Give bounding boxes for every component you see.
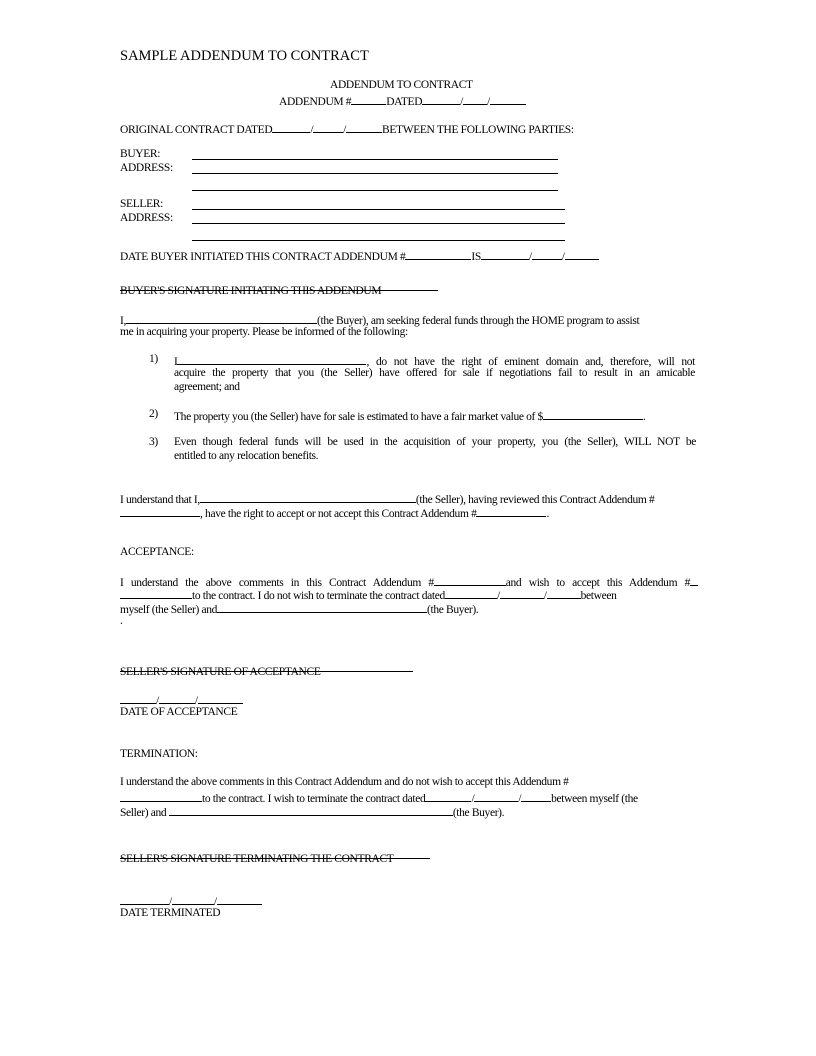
dated-label: DATED xyxy=(386,96,423,108)
initiation-month-field[interactable] xyxy=(481,248,529,260)
dated-month-field[interactable] xyxy=(422,93,460,105)
acceptance-text-1a: I understand the above comments in this Contract Addendum # xyxy=(120,577,434,589)
acceptance-addendum-field-2[interactable] xyxy=(690,574,698,586)
acceptance-addendum-field-1[interactable] xyxy=(434,574,506,586)
date-slash: / xyxy=(518,793,522,805)
understand-addendum-field-2[interactable] xyxy=(476,505,546,517)
date-slash: / xyxy=(194,695,198,707)
seller-address-label: ADDRESS: xyxy=(120,212,173,224)
seller-label: SELLER: xyxy=(120,198,163,210)
date-slash: / xyxy=(528,251,532,263)
termination-text-2a: to the contract. I wish to terminate the contract dated xyxy=(202,793,426,805)
acceptance-text-2a: to the contract. I do not wish to terminate the contract dated xyxy=(192,590,445,602)
fair-market-value-field[interactable] xyxy=(543,408,643,420)
item-3-number: 3) xyxy=(149,436,158,448)
termination-month-field[interactable] xyxy=(425,790,471,802)
understand-seller-name-field[interactable] xyxy=(200,491,416,503)
initiation-day-field[interactable] xyxy=(532,248,562,260)
accept-month-field[interactable] xyxy=(120,692,156,704)
termination-line-3 xyxy=(120,804,504,820)
termination-buyer-name-field[interactable] xyxy=(169,804,453,816)
termination-year-field[interactable] xyxy=(521,790,551,802)
seller-termination-signature-line[interactable]: SELLER'S SIGNATURE TERMINATING THE CONTRACT xyxy=(120,853,394,865)
acceptance-dot: . xyxy=(120,615,123,627)
intro-buyer-name-field[interactable] xyxy=(126,312,317,324)
date-slash: / xyxy=(343,124,347,136)
intro-text-1: (the Buyer), am seeking federal funds through the HOME program to assist xyxy=(317,315,640,327)
terminated-month-field[interactable] xyxy=(120,893,169,905)
accept-year-field[interactable] xyxy=(198,692,243,704)
understand-addendum-field-1[interactable] xyxy=(120,505,200,517)
intro-line-2: me in acquiring your property. Please be informed of the following: xyxy=(120,326,408,338)
original-contract-line xyxy=(120,121,574,137)
acceptance-text-2b: between xyxy=(580,590,617,602)
item-1-name-field[interactable] xyxy=(177,353,366,365)
item-1-line-2: acquire the property that you (the Seller) have offered for sale if negotiations fail to result in an amicable xyxy=(174,367,695,379)
dated-year-field[interactable] xyxy=(490,93,526,105)
termination-line-1: I understand the above comments in this Contract Addendum and do not wish to accept this Addendum # xyxy=(120,776,569,788)
acceptance-buyer-name-field[interactable] xyxy=(217,601,427,613)
item-2-end: . xyxy=(642,411,646,423)
date-slash: / xyxy=(543,590,547,602)
item-1-rest: , do not have the right of eminent domain and, therefore, will not xyxy=(366,356,695,368)
heading-line-2 xyxy=(279,93,526,109)
acceptance-line-3 xyxy=(120,601,478,617)
date-of-acceptance-label: DATE OF ACCEPTANCE xyxy=(120,706,238,718)
item-2-number: 2) xyxy=(149,408,158,420)
termination-addendum-field[interactable] xyxy=(120,790,202,802)
item-1-number: 1) xyxy=(149,353,158,365)
item-1-line-3: agreement; and xyxy=(174,381,240,393)
initiation-line xyxy=(120,248,599,264)
acceptance-day-field[interactable] xyxy=(500,587,544,599)
addendum-label: ADDENDUM # xyxy=(279,96,352,108)
initiation-label: DATE BUYER INITIATED THIS CONTRACT ADDENDUM # xyxy=(120,251,406,263)
seller-acceptance-signature-line[interactable]: SELLER'S SIGNATURE OF ACCEPTANCE xyxy=(120,666,321,678)
item-2-line-1 xyxy=(174,408,646,424)
date-slash: / xyxy=(460,96,464,108)
date-slash: / xyxy=(169,896,172,908)
understand-end: . xyxy=(546,508,550,520)
initiation-year-field[interactable] xyxy=(565,248,599,260)
buyer-address-field-1[interactable] xyxy=(192,173,558,174)
termination-text-2b: between myself (the xyxy=(551,793,638,805)
initiation-addendum-field[interactable] xyxy=(405,248,471,260)
date-slash: / xyxy=(496,590,500,602)
date-slash: / xyxy=(213,896,217,908)
document-title: SAMPLE ADDENDUM TO CONTRACT xyxy=(120,48,369,64)
seller-termination-signature-rule xyxy=(120,858,430,859)
termination-text-3a: Seller) and xyxy=(120,807,167,819)
date-slash: / xyxy=(487,96,490,108)
acceptance-text-3a: myself (the Seller) and xyxy=(120,604,218,616)
understand-middle: (the Seller), having reviewed this Contract Addendum # xyxy=(415,494,655,506)
item-1-lead: I xyxy=(174,356,178,368)
buyer-name-field[interactable] xyxy=(192,159,558,160)
terminated-day-field[interactable] xyxy=(172,893,214,905)
date-slash: / xyxy=(310,124,314,136)
termination-text-3b: (the Buyer). xyxy=(452,807,505,819)
original-contract-label: ORIGINAL CONTRACT DATED xyxy=(120,124,273,136)
accept-day-field[interactable] xyxy=(159,692,195,704)
termination-heading: TERMINATION: xyxy=(120,748,198,760)
terminated-year-field[interactable] xyxy=(217,893,262,905)
buyer-signature-rule xyxy=(120,290,438,291)
buyer-signature-line[interactable]: BUYER'S SIGNATURE INITIATING THIS ADDENDUM xyxy=(120,285,382,297)
seller-name-field[interactable] xyxy=(192,209,565,210)
seller-address-field-2[interactable] xyxy=(192,240,565,241)
acceptance-text-3b: (the Buyer). xyxy=(427,604,479,616)
acceptance-month-field[interactable] xyxy=(445,587,497,599)
heading-line-1: ADDENDUM TO CONTRACT xyxy=(330,79,473,91)
is-label: IS xyxy=(471,251,481,263)
acceptance-year-field[interactable] xyxy=(547,587,581,599)
original-contract-suffix: BETWEEN THE FOLLOWING PARTIES: xyxy=(382,124,574,136)
seller-address-field-1[interactable] xyxy=(192,223,565,224)
original-year-field[interactable] xyxy=(346,121,382,133)
acceptance-heading: ACCEPTANCE: xyxy=(120,546,194,558)
date-terminated-label: DATE TERMINATED xyxy=(120,907,221,919)
buyer-label: BUYER: xyxy=(120,148,161,160)
addendum-number-field[interactable] xyxy=(351,93,386,105)
original-day-field[interactable] xyxy=(313,121,343,133)
intro-i-label: I, xyxy=(120,315,127,327)
understand-prefix: I understand that I, xyxy=(120,494,200,506)
acceptance-text-1b: and wish to accept this Addendum # xyxy=(505,577,691,589)
termination-day-field[interactable] xyxy=(474,790,518,802)
buyer-address-label: ADDRESS: xyxy=(120,162,173,174)
date-slash: / xyxy=(561,251,565,263)
item-3-line-2: entitled to any relocation benefits. xyxy=(174,450,319,462)
item-3-line-1: Even though federal funds will be used in the acquisition of your property, you (the Seller), WILL NOT be xyxy=(174,436,696,448)
item-2-text: The property you (the Seller) have for sale is estimated to have a fair market value of $ xyxy=(174,411,543,423)
understand-line-2-text: , have the right to accept or not accept this Contract Addendum # xyxy=(200,508,477,520)
date-slash: / xyxy=(471,793,475,805)
original-month-field[interactable] xyxy=(272,121,310,133)
seller-acceptance-signature-rule xyxy=(120,671,413,672)
buyer-address-field-2[interactable] xyxy=(192,190,558,191)
understand-line-2 xyxy=(120,505,549,521)
date-slash: / xyxy=(156,695,159,707)
dated-day-field[interactable] xyxy=(463,93,487,105)
acceptance-addendum-field-2b[interactable] xyxy=(120,587,192,599)
